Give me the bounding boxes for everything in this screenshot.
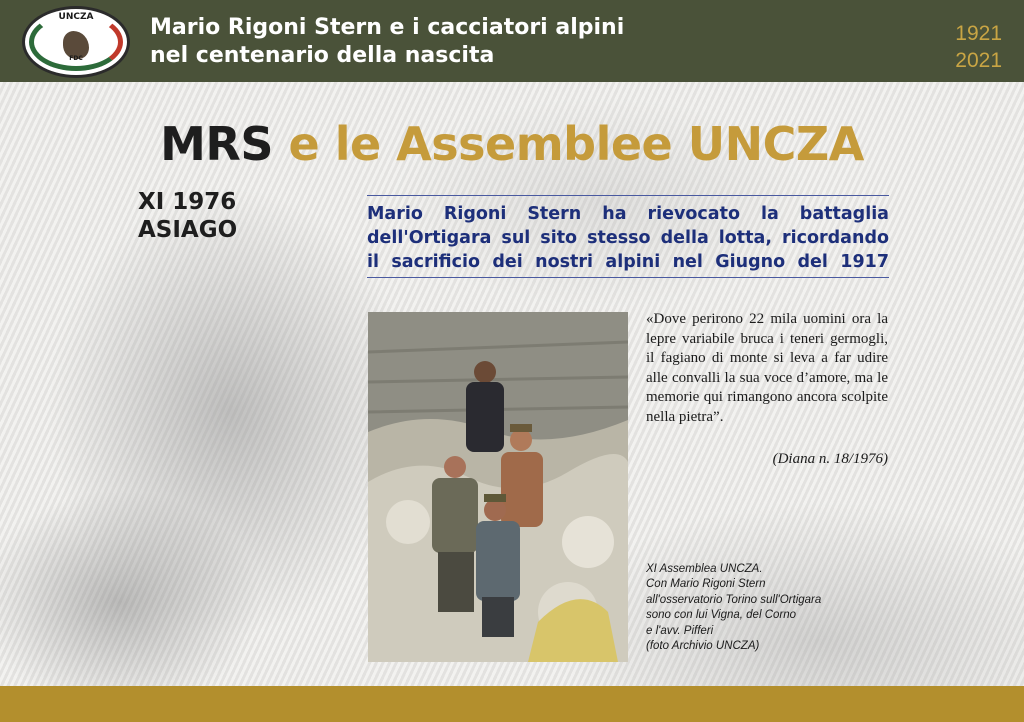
subtitle-box (367, 195, 889, 278)
date-line1: XI 1976 (138, 189, 237, 215)
caption-line1: XI Assemblea UNCZA. (646, 563, 763, 575)
caption-line4: sono con lui Vigna, del Corno (646, 609, 797, 622)
photo-illustration (368, 312, 628, 662)
date-block (138, 188, 298, 244)
date-line2: ASIAGO (138, 217, 238, 243)
caption-line2: Con Mario Rigoni Stern (646, 578, 766, 591)
caption-line3: all'osservatorio Torino sull'Ortigara (646, 593, 822, 606)
caption-line6: (foto Archivio UNCZA) (646, 640, 760, 653)
subtitle-line3: il sacrificio dei nostri alpini nel Giugno del 1917 (367, 252, 889, 272)
main-title (0, 112, 1024, 176)
logo-text: UNCZA (58, 12, 94, 22)
year-end: 2021 (955, 49, 1002, 72)
group-photo (368, 312, 628, 662)
main-title-dark: MRS (160, 117, 273, 171)
photo-caption (646, 562, 896, 654)
subtitle-line2: dell'Ortigara sul sito stesso della lotta, ricordando (367, 228, 889, 248)
header-title-line1: Mario Rigoni Stern e i cacciatori alpini (150, 15, 625, 40)
header-title-line2: nel centenario della nascita (150, 43, 495, 68)
subtitle-line1: Mario Rigoni Stern ha rievocato la battaglia (367, 204, 889, 224)
footer-bar (0, 686, 1024, 722)
year-start: 1921 (955, 22, 1002, 45)
quote-source: (Diana n. 18/1976) (772, 451, 888, 467)
main-title-gold: e le Assemblee UNCZA (288, 117, 864, 171)
header-years (932, 20, 1002, 74)
uncza-logo (22, 6, 130, 78)
logo-fdc: FDC (69, 55, 83, 62)
caption-line5: e l'avv. Pifferi (646, 624, 714, 637)
header-title (150, 14, 850, 70)
quote-text: «Dove perirono 22 mila uomini ora la lepre variabile bruca i teneri germogli, il fagiano di monte si leva a far udire alle convalli la sua voce d’amore, ma le memorie qui rimangono ancora scolpite nella pietra”. (646, 311, 888, 425)
header-bar (0, 0, 1024, 82)
